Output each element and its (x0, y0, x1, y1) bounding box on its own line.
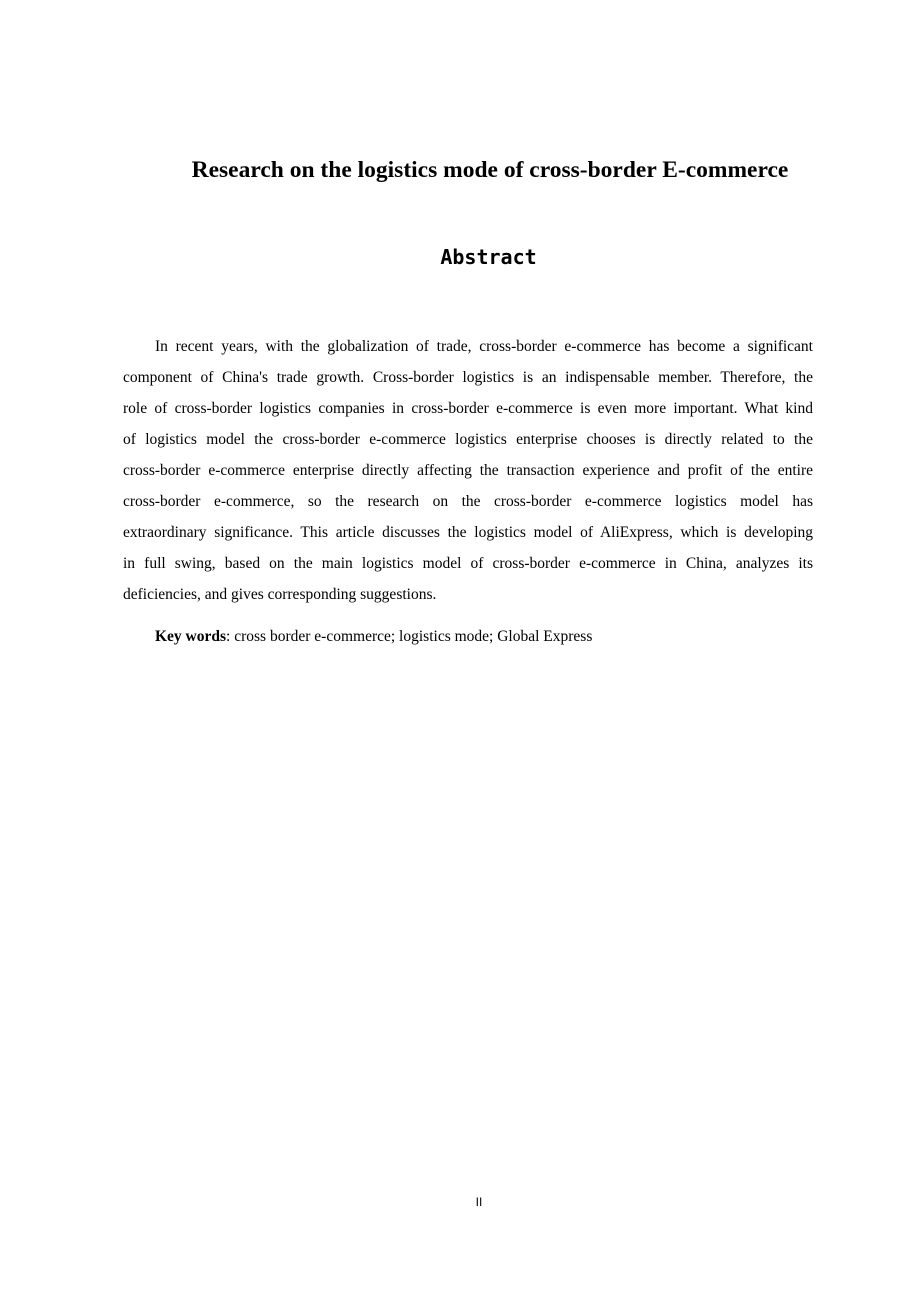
paper-title: Research on the logistics mode of cross-border E-commerce (191, 157, 789, 183)
keywords-separator: : (226, 628, 235, 645)
abstract-line: In recent years, with the globalization of trade, cross-border e-commerce has become a significant (155, 338, 813, 355)
abstract-line: in full swing, based on the main logistics model of cross-border e-commerce in China, analyzes its (123, 555, 813, 572)
abstract-heading: Abstract (440, 245, 537, 269)
abstract-paragraph (123, 331, 813, 610)
abstract-line: cross-border e-commerce, so the research on the cross-border e-commerce logistics model has (123, 493, 813, 510)
keywords-text: cross border e-commerce; logistics mode; Global Express (234, 628, 593, 645)
keywords-line (155, 623, 592, 651)
keywords-label: Key words (155, 628, 227, 645)
abstract-line: role of cross-border logistics companies in cross-border e-commerce is even more important. What kind (123, 400, 813, 417)
abstract-line: extraordinary significance. This article discusses the logistics model of AliExpress, which is developing (123, 524, 813, 541)
abstract-line: deficiencies, and gives corresponding suggestions. (123, 586, 437, 603)
abstract-line: cross-border e-commerce enterprise directly affecting the transaction experience and profit of the entire (123, 462, 813, 479)
page-number: II (475, 1195, 483, 1209)
abstract-line: component of China's trade growth. Cross-border logistics is an indispensable member. Therefore, the (123, 369, 813, 386)
abstract-line: of logistics model the cross-border e-commerce logistics enterprise chooses is directly related to the (123, 431, 813, 448)
